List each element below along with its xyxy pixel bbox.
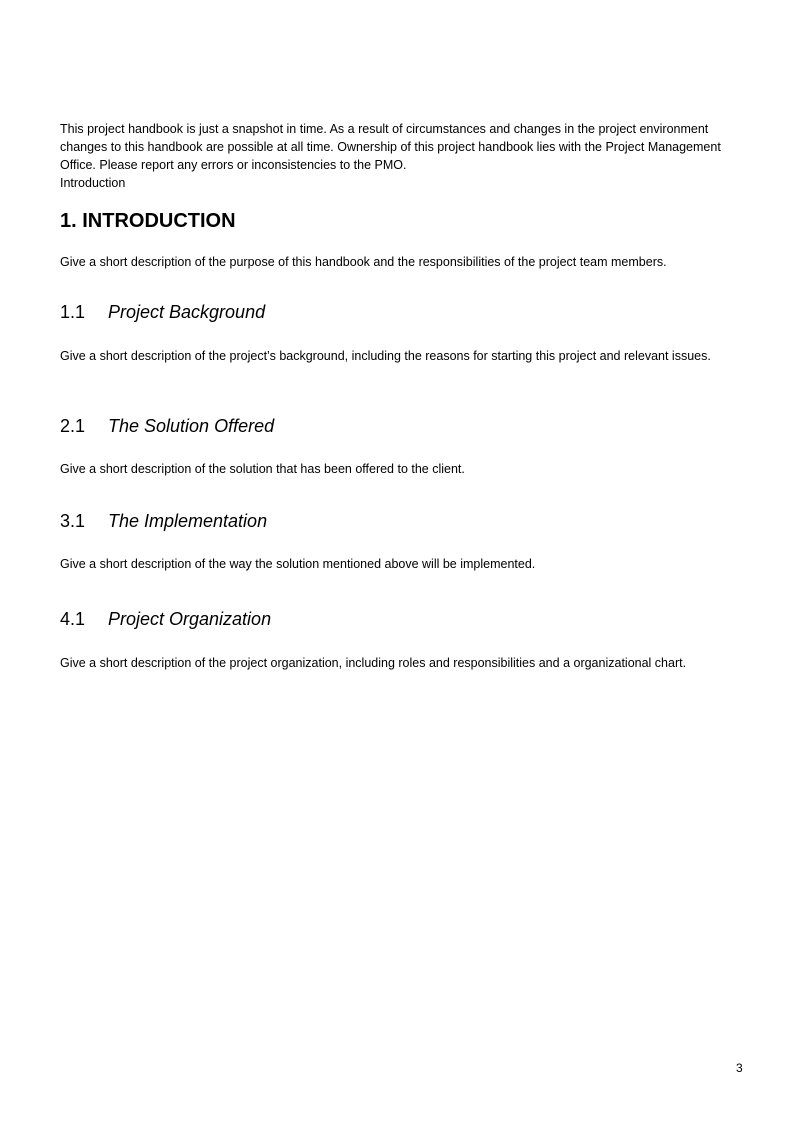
section-text: Give a short description of the solution that has been offered to the client. — [60, 462, 465, 476]
section-heading — [60, 609, 271, 630]
section-text: Give a short description of the project organization, including roles and responsibilities and a organizational chart. — [60, 656, 687, 670]
section-heading — [60, 511, 267, 532]
section-title: The Implementation — [108, 511, 268, 531]
heading-introduction: 1. INTRODUCTION — [60, 210, 236, 232]
intro-note: This project handbook is just a snapshot in time. As a result of circumstances and changes in the project environment changes to this handbook are possible at all time. Ownership of this project handbook lies with the Project Management Office. Please report any errors or inconsistencies to the PMO. — [60, 122, 721, 172]
section-number: 3.1 — [60, 511, 86, 531]
section-text: Give a short description of the way the solution mentioned above will be implemented. — [60, 557, 536, 571]
section-title: Project Organization — [108, 609, 272, 629]
section-title: The Solution Offered — [108, 416, 275, 436]
section-number: 1.1 — [60, 302, 86, 322]
section-heading — [60, 302, 265, 323]
section-text: Give a short description of the project’s background, including the reasons for starting this project and relevant issues. — [60, 349, 711, 363]
introduction-text: Give a short description of the purpose of this handbook and the responsibilities of the project team members. — [60, 255, 667, 269]
section-title: Project Background — [108, 302, 266, 322]
section-number: 2.1 — [60, 416, 86, 436]
section-heading — [60, 416, 274, 437]
section-number: 4.1 — [60, 609, 86, 629]
intro-label: Introduction — [60, 176, 126, 190]
page-number: 3 — [736, 1061, 743, 1075]
